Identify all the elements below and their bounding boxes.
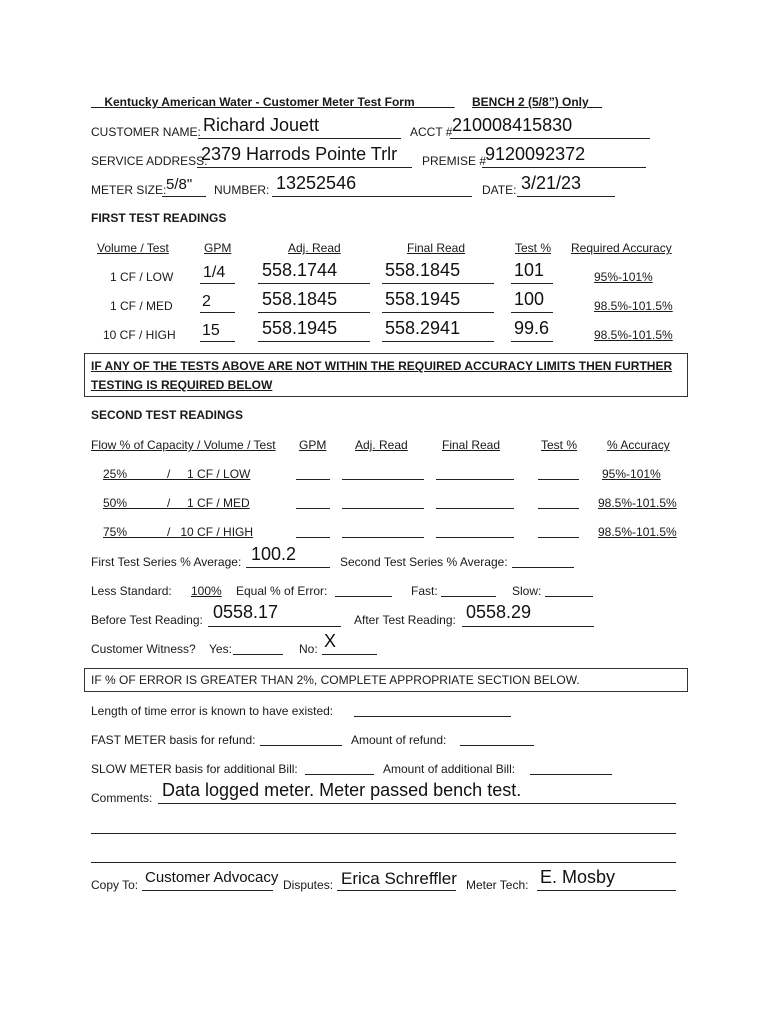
first-average-line[interactable]: [246, 567, 330, 568]
row-accuracy: 95%-101%: [602, 467, 661, 481]
row-required: 98.5%-101.5%: [594, 299, 673, 313]
row-adj-line[interactable]: [342, 479, 424, 480]
second-col-flow: Flow % of Capacity / Volume / Test: [91, 438, 276, 452]
customer-name-line[interactable]: [198, 138, 401, 139]
refund-amount-label: Amount of refund:: [351, 733, 447, 747]
error-notice-text: IF % OF ERROR IS GREATER THAN 2%, COMPLETE APPROPRIATE SECTION BELOW.: [91, 673, 580, 687]
row-adj-line[interactable]: [258, 312, 370, 313]
row-test: 99.6: [514, 318, 550, 338]
row-adj-line[interactable]: [342, 508, 424, 509]
bench-label-wrap: [472, 96, 602, 108]
row-test-line[interactable]: [511, 312, 553, 313]
row-gpm: 15: [202, 322, 220, 339]
meter-tech-value: E. Mosby: [540, 867, 616, 887]
witness-no-label: No:: [299, 642, 318, 656]
row-adj-line[interactable]: [258, 341, 370, 342]
row-flow: 75% / 10 CF / HIGH: [103, 525, 254, 539]
row-final: 558.2941: [385, 318, 461, 338]
first-col-test: Test %: [515, 241, 552, 255]
slow-basis-line[interactable]: [305, 774, 374, 775]
slow-label: Slow:: [512, 584, 542, 598]
second-col-final: Final Read: [442, 438, 501, 452]
fast-basis-line[interactable]: [260, 745, 342, 746]
row-required: 95%-101%: [594, 270, 653, 284]
service-address-value: 2379 Harrods Pointe Trlr: [201, 144, 398, 164]
before-reading-label: Before Test Reading:: [91, 613, 203, 627]
row-adj: 558.1744: [262, 260, 338, 280]
first-average-value: 100.2: [251, 544, 297, 564]
witness-yes-line[interactable]: [233, 654, 283, 655]
meter-number-value: 13252546: [276, 173, 357, 193]
row-volume: 1 CF / LOW: [110, 270, 174, 284]
premise-line[interactable]: [482, 167, 646, 168]
row-test: 100: [514, 289, 545, 309]
second-average-line[interactable]: [512, 567, 574, 568]
row-accuracy: 98.5%-101.5%: [598, 496, 677, 510]
row-test-line[interactable]: [511, 283, 553, 284]
row-required: 98.5%-101.5%: [594, 328, 673, 342]
meter-size-value: 5/8": [166, 176, 193, 193]
disputes-value: Erica Schreffler: [341, 869, 457, 888]
comments-line-2[interactable]: [91, 833, 676, 834]
error-length-line[interactable]: [354, 716, 511, 717]
service-address-line[interactable]: [197, 167, 412, 168]
disputes-label: Disputes:: [283, 878, 334, 892]
witness-no-line[interactable]: [322, 654, 377, 655]
second-col-accuracy: % Accuracy: [607, 438, 670, 452]
fast-label: Fast:: [411, 584, 438, 598]
premise-label: PREMISE #: [422, 154, 487, 168]
row-final-line[interactable]: [436, 537, 514, 538]
after-reading-line[interactable]: [462, 626, 594, 627]
equal-error-line[interactable]: [335, 596, 392, 597]
equal-error-label: Equal % of Error:: [236, 584, 328, 598]
disputes-line[interactable]: [337, 890, 456, 891]
witness-yes-label: Yes:: [209, 642, 232, 656]
copy-to-line[interactable]: [142, 890, 273, 891]
first-col-volume: Volume / Test: [97, 241, 169, 255]
witness-label: Customer Witness?: [91, 642, 196, 656]
meter-size-line[interactable]: [162, 196, 206, 197]
additional-amount-line[interactable]: [530, 774, 612, 775]
meter-number-line[interactable]: [272, 196, 472, 197]
first-col-required: Required Accuracy: [571, 241, 672, 255]
less-standard-value: 100%: [191, 584, 222, 598]
row-final: 558.1945: [385, 289, 461, 309]
premise-value: 9120092372: [485, 144, 586, 164]
slow-basis-label: SLOW METER basis for additional Bill:: [91, 762, 298, 776]
row-final-line[interactable]: [382, 312, 494, 313]
acct-value: 210008415830: [452, 115, 573, 135]
row-gpm-line[interactable]: [200, 341, 235, 342]
additional-amount-label: Amount of additional Bill:: [383, 762, 516, 776]
second-average-label: Second Test Series % Average:: [340, 555, 508, 569]
copy-to-label: Copy To:: [91, 878, 139, 892]
row-adj-line[interactable]: [258, 283, 370, 284]
row-gpm-line[interactable]: [200, 312, 235, 313]
row-accuracy: 98.5%-101.5%: [598, 525, 677, 539]
after-reading-value: 0558.29: [466, 602, 532, 622]
row-final: 558.1845: [385, 260, 461, 280]
before-reading-value: 0558.17: [213, 602, 279, 622]
refund-amount-line[interactable]: [460, 745, 534, 746]
row-test-line[interactable]: [538, 537, 579, 538]
first-average-label: First Test Series % Average:: [91, 555, 242, 569]
meter-size-label: METER SIZE:: [91, 183, 167, 197]
row-gpm: 2: [202, 293, 211, 310]
accuracy-notice-line1: IF ANY OF THE TESTS ABOVE ARE NOT WITHIN THE REQUIRED ACCURACY LIMITS THEN FURTHER: [91, 359, 673, 373]
fast-line[interactable]: [441, 596, 496, 597]
row-gpm: 1/4: [203, 264, 226, 281]
error-length-label: Length of time error is known to have existed:: [91, 704, 334, 718]
before-reading-line[interactable]: [208, 626, 341, 627]
service-address-label: SERVICE ADDRESS:: [91, 154, 208, 168]
row-final-line[interactable]: [382, 283, 494, 284]
second-col-gpm: GPM: [299, 438, 327, 452]
after-reading-label: After Test Reading:: [354, 613, 456, 627]
row-adj: 558.1845: [262, 289, 338, 309]
row-flow: 25% / 1 CF / LOW: [103, 467, 251, 481]
comments-line-3[interactable]: [91, 862, 676, 863]
row-test-line[interactable]: [511, 341, 553, 342]
row-flow: 50% / 1 CF / MED: [103, 496, 250, 510]
row-test-line[interactable]: [538, 508, 579, 509]
fast-basis-label: FAST METER basis for refund:: [91, 733, 256, 747]
second-col-adj: Adj. Read: [355, 438, 408, 452]
form-title: Kentucky American Water - Customer Meter Test Form: [104, 95, 415, 109]
comments-label: Comments:: [91, 791, 153, 805]
comments-value: Data logged meter. Meter passed bench test.: [162, 780, 522, 800]
customer-name-value: Richard Jouett: [203, 115, 320, 135]
less-standard-label: Less Standard:: [91, 584, 172, 598]
first-col-adj: Adj. Read: [288, 241, 341, 255]
row-final-line[interactable]: [436, 479, 514, 480]
row-test: 101: [514, 260, 545, 280]
form-title-underline-prefix: [91, 96, 455, 108]
row-final-line[interactable]: [436, 508, 514, 509]
first-col-final: Final Read: [407, 241, 466, 255]
date-value: 3/21/23: [521, 173, 582, 193]
copy-to-value: Customer Advocacy: [145, 869, 279, 886]
meter-number-label: NUMBER:: [214, 183, 270, 197]
row-gpm-line[interactable]: [296, 508, 330, 509]
row-gpm-line[interactable]: [200, 283, 235, 284]
second-test-heading: SECOND TEST READINGS: [91, 408, 244, 422]
first-test-heading: FIRST TEST READINGS: [91, 211, 227, 225]
row-final-line[interactable]: [382, 341, 494, 342]
comments-line-1[interactable]: [158, 803, 676, 804]
second-col-test: Test %: [541, 438, 578, 452]
meter-tech-line[interactable]: [537, 890, 676, 891]
acct-line[interactable]: [450, 138, 650, 139]
row-gpm-line[interactable]: [296, 537, 330, 538]
accuracy-notice-line2: TESTING IS REQUIRED BELOW: [91, 378, 273, 392]
first-col-gpm: GPM: [204, 241, 232, 255]
date-label: DATE:: [482, 183, 517, 197]
row-volume: 10 CF / HIGH: [103, 328, 176, 342]
meter-tech-label: Meter Tech:: [466, 878, 529, 892]
bench-label: BENCH 2 (5/8”) Only: [472, 95, 589, 109]
witness-no-value: X: [324, 631, 337, 651]
row-test-line[interactable]: [538, 479, 579, 480]
slow-line[interactable]: [545, 596, 593, 597]
row-volume: 1 CF / MED: [110, 299, 173, 313]
date-line[interactable]: [517, 196, 615, 197]
acct-label: ACCT #: [410, 125, 453, 139]
row-gpm-line[interactable]: [296, 479, 330, 480]
customer-name-label: CUSTOMER NAME:: [91, 125, 201, 139]
row-adj: 558.1945: [262, 318, 338, 338]
row-adj-line[interactable]: [342, 537, 424, 538]
